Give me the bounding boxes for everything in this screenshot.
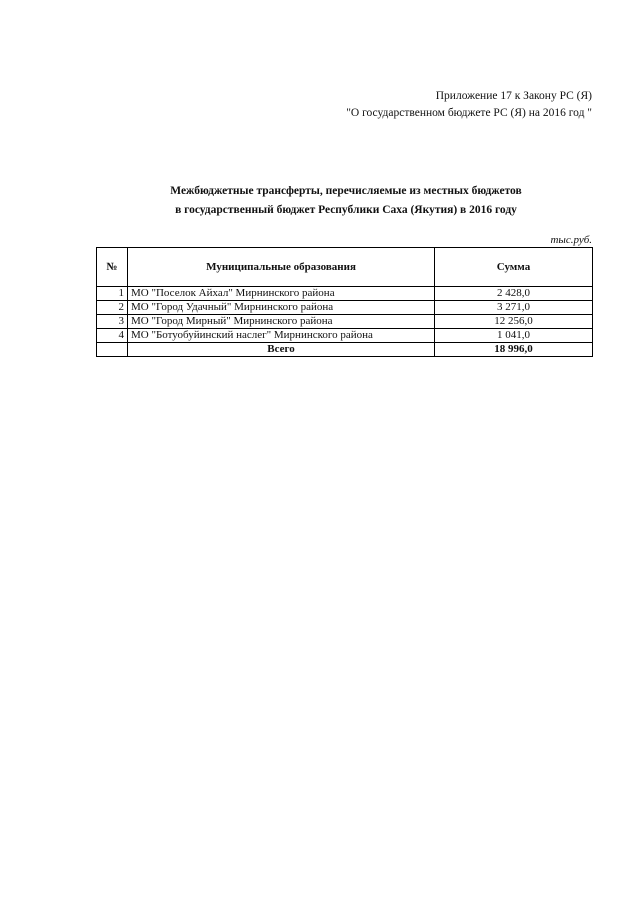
table-row [97, 315, 593, 329]
header-amount: Сумма [435, 248, 593, 287]
row-municipality: МО "Ботуобуйинский наслег" Мирнинского района [128, 329, 435, 343]
appendix-header [346, 88, 592, 122]
row-number: 1 [97, 287, 128, 301]
row-amount: 3 271,0 [435, 301, 593, 315]
total-amount: 18 996,0 [435, 343, 593, 357]
row-amount: 12 256,0 [435, 315, 593, 329]
row-number: 2 [97, 301, 128, 315]
title-line-1: Межбюджетные трансферты, перечисляемые из местных бюджетов [170, 185, 522, 197]
transfers-table [96, 247, 593, 357]
row-municipality: МО "Город Удачный" Мирнинского района [128, 301, 435, 315]
table-header-row [97, 248, 593, 287]
table-row [97, 301, 593, 315]
table-row [97, 287, 593, 301]
header-number: № [97, 248, 128, 287]
total-empty-cell [97, 343, 128, 357]
title-line-2: в государственный бюджет Республики Саха (Якутия) в 2016 году [175, 204, 517, 216]
appendix-line-1: Приложение 17 к Закону РС (Я) [435, 90, 592, 102]
row-municipality: МО "Поселок Айхал" Мирнинского района [128, 287, 435, 301]
table-total-row [97, 343, 593, 357]
row-number: 3 [97, 315, 128, 329]
document-title [96, 182, 596, 220]
row-amount: 1 041,0 [435, 329, 593, 343]
units-label: тыс.руб. [550, 234, 592, 246]
total-label: Всего [128, 343, 435, 357]
row-number: 4 [97, 329, 128, 343]
appendix-line-2: "О государственном бюджете РС (Я) на 2016 год " [346, 107, 592, 119]
table-row [97, 329, 593, 343]
row-municipality: МО "Город Мирный" Мирнинского района [128, 315, 435, 329]
header-municipality: Муниципальные образования [128, 248, 435, 287]
row-amount: 2 428,0 [435, 287, 593, 301]
